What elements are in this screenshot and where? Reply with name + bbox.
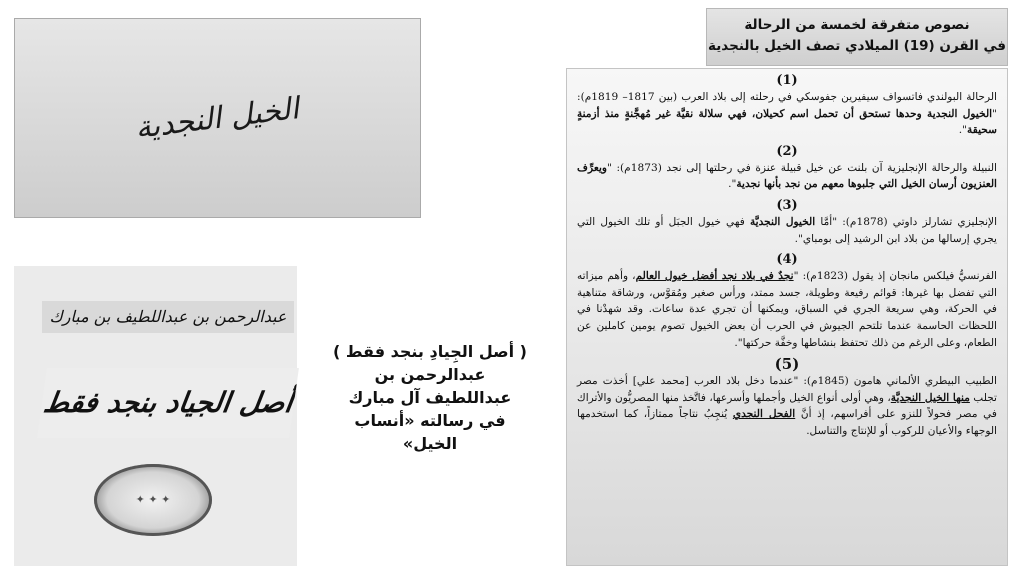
section-text-run: ، وأهم ميزاته التي تفضل بها غيرها: قوائم رفيعة وطويلة، جسد ممتد، ورأس صغير ومُقوَّس، ورشاقة متناهية في الحركة، وهي سريعة الجري في السباق، ويمكنها أن تجري عدة ساعات. وقد شهدْنا في اللحظات الحاسمة عندما تلتحم الجيوش في الحرب أن بعض الخيول تصوم يومين كاملين عن الطعام، وعلى الرغم من ذلك تحتفظ بنشاطها وخفَّة حركتها". <box>577 270 997 349</box>
section-text-run: يُنجِبُ نتاجاً ممتازاً، كما استخدمها الوجهاء والأعيان للركوب أو للإنتاج والتناسل. <box>577 408 997 437</box>
section-text-run: ". <box>958 124 968 137</box>
document-title <box>706 8 1008 66</box>
section-number: (3) <box>776 197 798 213</box>
section-text-run: الفرنسيُّ فيلكس مانجان إذ يقول (1823م): " <box>793 270 997 283</box>
quotes-panel <box>566 68 1008 566</box>
caption-line-2: عبدالرحمن بن <box>374 365 486 384</box>
title-line-1: نصوص متفرقة لخمسة من الرحالة <box>744 17 970 33</box>
emphasized-text: ويعرِّف العنزيون أرسان الخيل التي جلبوها معهم من نجد بأنها نجدية <box>577 161 997 191</box>
section-text <box>577 89 997 139</box>
section-text-run: فهي خيول الجبَل أو تلك الخيول التي يجري إرسالها من بلاد ابن الرشيد إلى بومباي". <box>577 215 997 245</box>
section-number: (2) <box>776 143 798 159</box>
caption-line-4: في رسالته «أنساب <box>354 411 506 430</box>
section-text-run: الرحالة البولندي فاتسواف سيفيرين جفوسكي في رحلته إلى بلاد العرب (بين 1817– 1819م): " <box>577 91 997 120</box>
calligraphy-text: الخيل النجدية <box>133 90 302 146</box>
caption-line-1: ( أصل الجِيادِ بنجد فقط ) <box>333 342 527 361</box>
emphasized-text: الخيول النجدية وحدها تستحق أن تحمل اسم كحيلان، فهي سلالة نقيَّة غير مُهجَّنةٍ منذ أزمنةٍ سحيقة <box>577 107 997 137</box>
section-text-run: ". <box>728 178 737 191</box>
section-text <box>577 214 997 247</box>
caption-line-5: الخيل» <box>402 434 458 453</box>
caption-line-3: عبداللطيف آل مبارك <box>348 388 512 407</box>
seal-stamp-icon: ✦ ✦ ✦ <box>94 464 212 536</box>
manuscript-images <box>14 266 297 566</box>
emphasized-text: الخيول النجديَّة <box>749 215 816 228</box>
section-text-run: النبيلة والرحالة الإنجليزية آن بلنت عن خيل قبيلة عنزة في رحلتها إلى نجد (1873م): " <box>607 161 997 174</box>
section-text-run: الإنجليزي تشارلز داوتي (1878م): "أمَّا <box>815 215 998 228</box>
manuscript-phrase-strip: أصل الجياد بنجد فقط <box>37 368 299 438</box>
section-text <box>577 373 997 439</box>
section-number: (1) <box>776 73 798 88</box>
manuscript-name-strip: عبدالرحمن بن عبداللطيف بن مبارك <box>42 301 294 333</box>
calligraphy-box <box>14 18 421 218</box>
section-text-run: ، وهي أولى أنواع الخيل وأجملها وأسرعها، فاتَّخذ منها المصريُّون والأتراك في مصر فحولاً للنزو على أفراسهم، إذ أنَّ <box>577 391 998 421</box>
emphasized-text: منها الخيل النجديَّة <box>890 391 970 404</box>
section-text-run: الطبيب البيطري الألماني هامون (1845م): "عندما دخل بلاد العرب [محمد علي] أخذت مصر تجلب <box>577 375 998 404</box>
section-text <box>577 160 997 193</box>
emphasized-text: نجدٌ في بلاد نجد أفضل خيول العالم <box>635 270 794 283</box>
manuscript-caption <box>298 340 562 455</box>
section-number: (5) <box>774 355 800 374</box>
emphasized-text: الفحل النجدي <box>732 408 796 421</box>
section-number: (4) <box>776 252 798 268</box>
section-text <box>577 268 997 351</box>
title-line-2: في القرن (19) الميلادي تصف الخيل بالنجدية <box>708 38 1006 54</box>
